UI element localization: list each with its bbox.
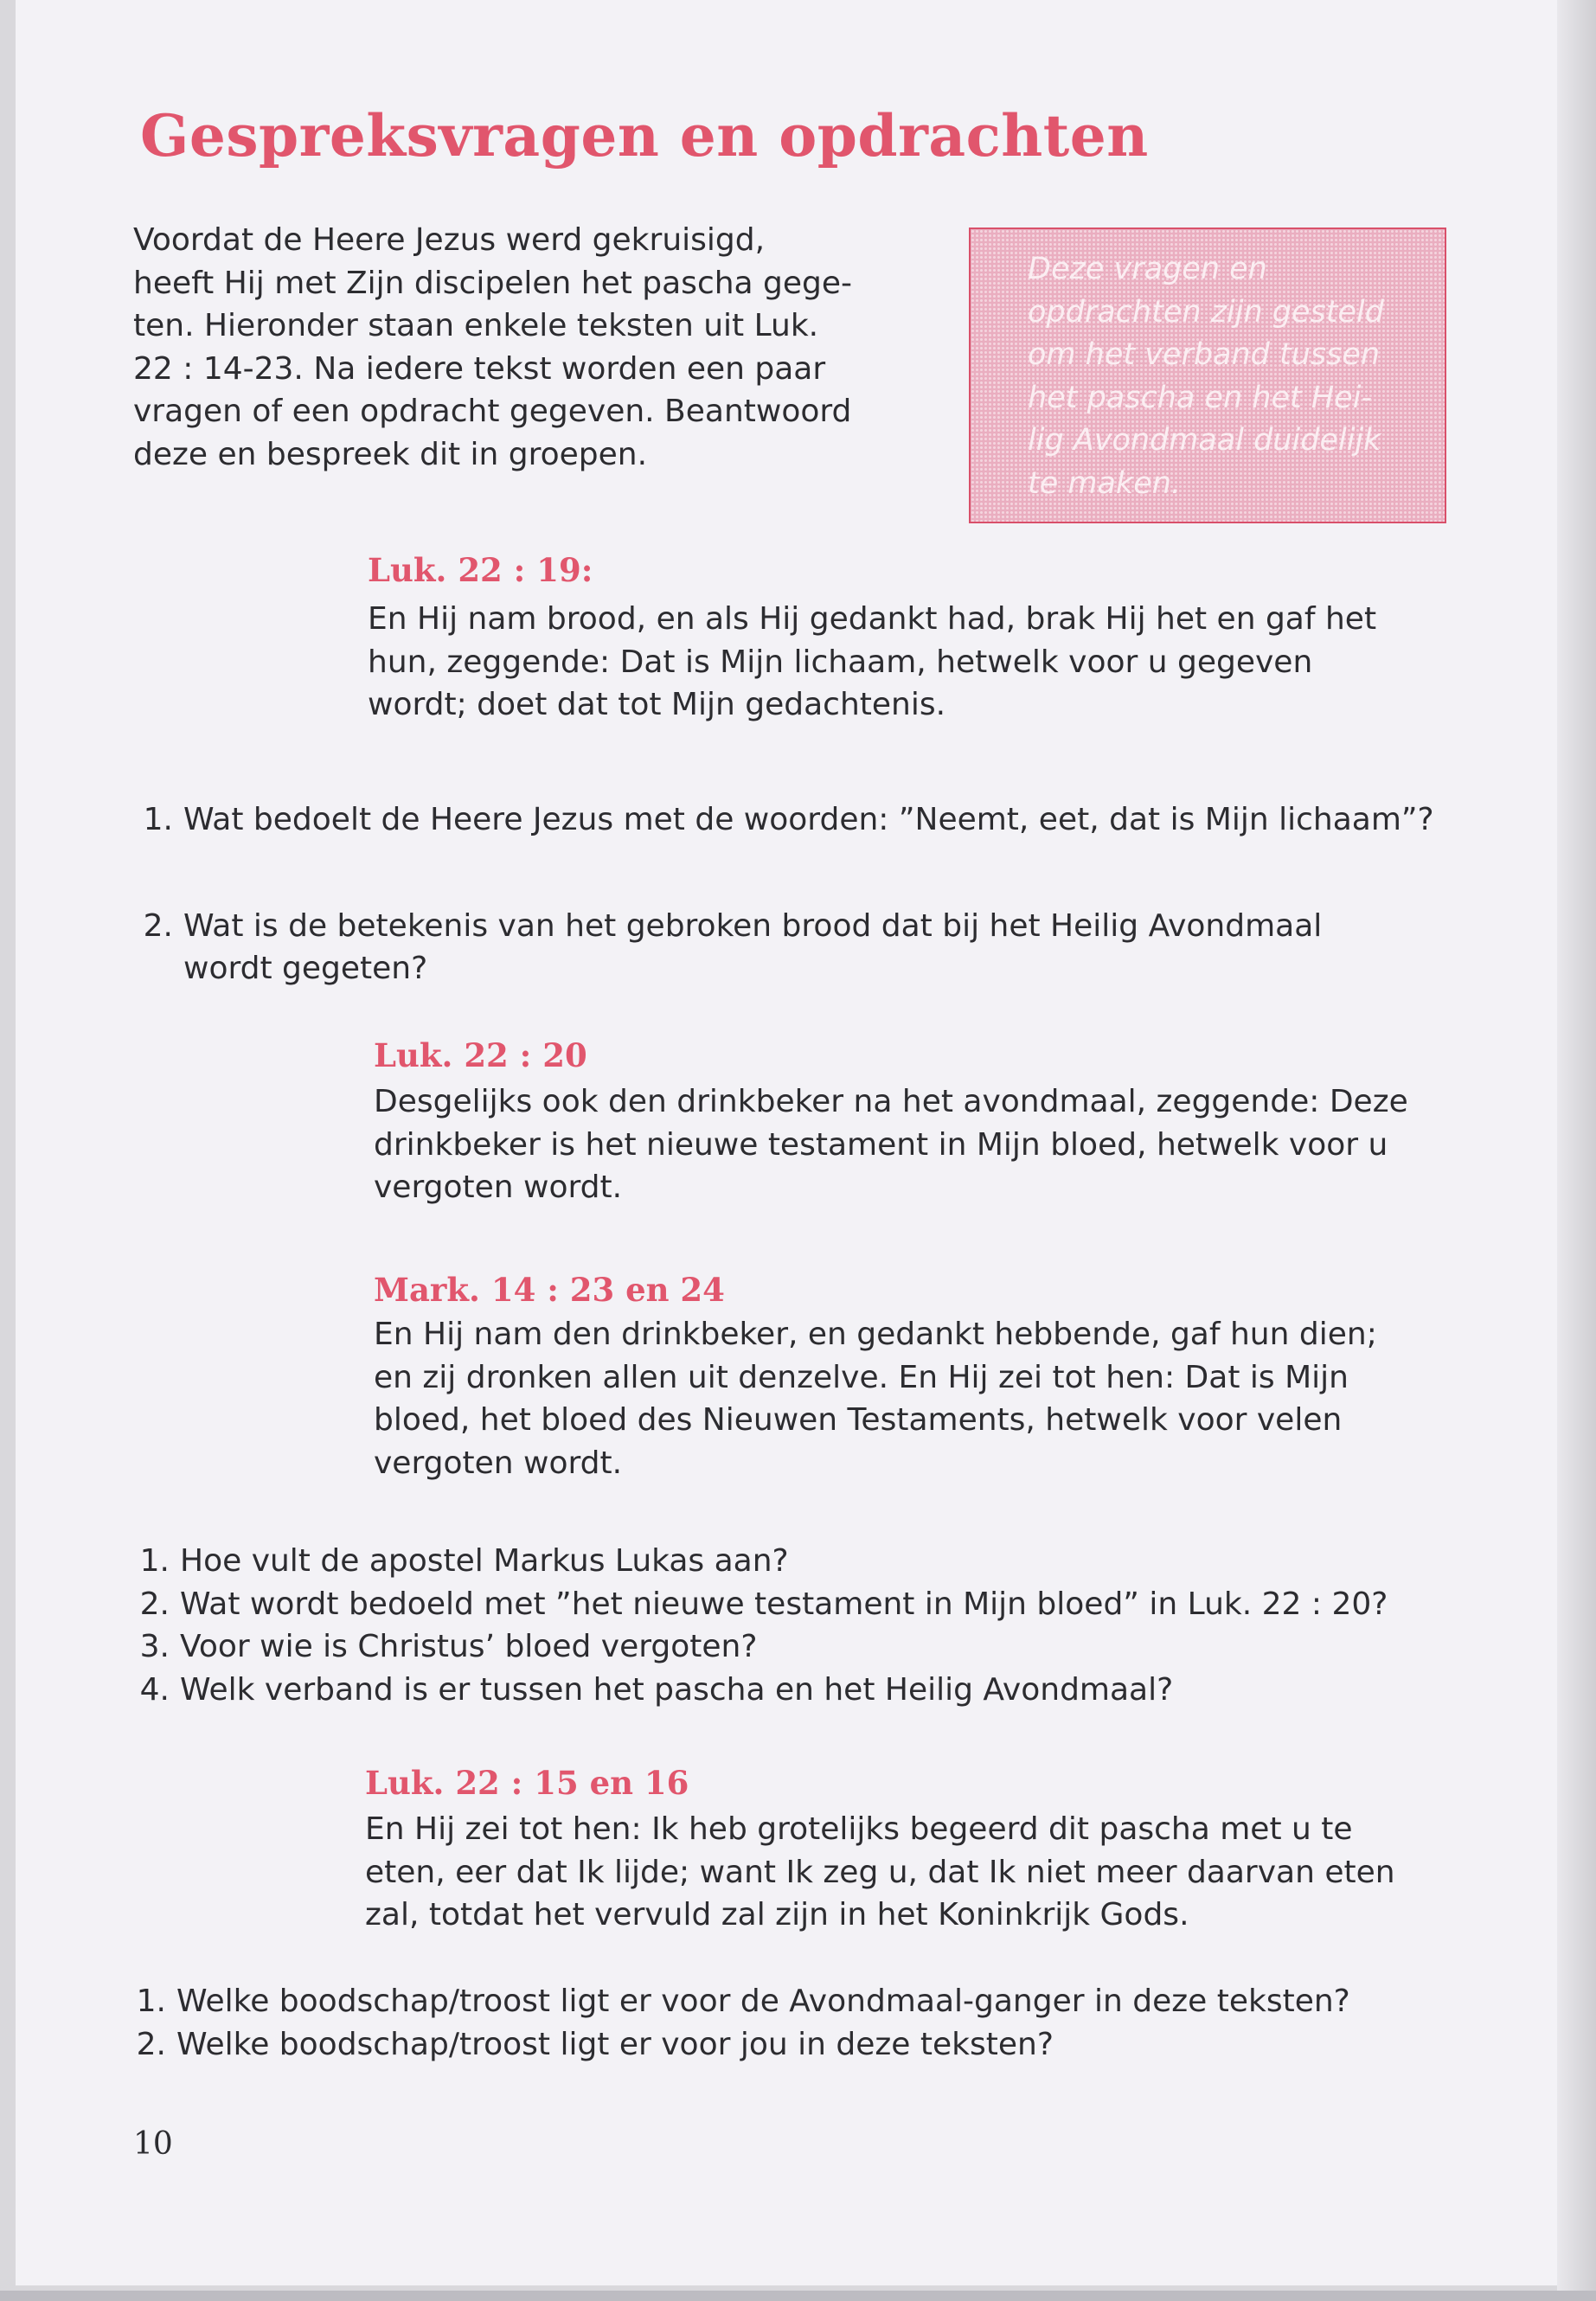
note-line: het pascha en het Hei- — [1028, 380, 1373, 415]
question-item — [143, 905, 1434, 990]
question-item — [136, 1980, 1350, 2023]
question-number: 3. — [139, 1629, 170, 1665]
scripture-verse — [374, 1080, 1408, 1209]
verse-line: En Hij nam den drinkbeker, en gedankt hebbende, gaf hun dien; — [374, 1317, 1377, 1352]
question-item — [139, 1540, 1388, 1583]
verse-line: vergoten wordt. — [374, 1445, 623, 1481]
verse-line: bloed, het bloed des Nieuwen Testaments, hetwelk voor velen — [374, 1402, 1343, 1439]
intro-line: vragen of een opdracht gegeven. Beantwoord — [133, 394, 852, 430]
note-box — [969, 228, 1446, 523]
verse-line: En Hij zei tot hen: Ik heb grotelijks begeerd dit pascha met u te — [365, 1811, 1353, 1847]
intro-line: 22 : 14-23. Na iedere tekst worden een paar — [133, 350, 826, 387]
scripture-reference: Luk. 22 : 15 en 16 — [365, 1764, 689, 1802]
verse-line: drinkbeker is het nieuwe testament in Mijn bloed, hetwelk voor u — [374, 1126, 1388, 1163]
verse-line: En Hij nam brood, en als Hij gedankt had, brak Hij het en gaf het — [368, 601, 1377, 637]
question-item — [136, 2023, 1350, 2067]
scripture-verse — [368, 598, 1376, 727]
verse-line: vergoten wordt. — [374, 1170, 623, 1206]
verse-line: hun, zeggende: Dat is Mijn lichaam, hetwelk voor u gegeven — [368, 644, 1313, 680]
scripture-verse — [374, 1313, 1377, 1484]
verse-line: Desgelijks ook den drinkbeker na het avondmaal, zeggende: Deze — [374, 1084, 1408, 1119]
note-line: om het verband tussen — [1028, 337, 1381, 373]
question-number: 4. — [139, 1671, 170, 1708]
question-list — [143, 798, 1434, 990]
question-text: Hoe vult de apostel Markus Lukas aan? — [180, 1543, 789, 1579]
question-item — [139, 1669, 1388, 1712]
question-number: 2. — [136, 2026, 166, 2062]
note-line: Deze vragen en — [1028, 252, 1267, 286]
note-line: lig Avondmaal duidelijk — [1028, 423, 1381, 458]
question-item — [139, 1583, 1388, 1626]
intro-paragraph — [133, 219, 894, 477]
question-number: 2. — [143, 907, 173, 944]
intro-line: ten. Hieronder staan enkele teksten uit Luk. — [133, 308, 819, 344]
note-line: te maken. — [1028, 465, 1182, 501]
scripture-verse — [365, 1808, 1395, 1937]
intro-line: heeft Hij met Zijn discipelen het pascha gege- — [133, 265, 853, 301]
question-text-continued: wordt gegeten? — [183, 951, 428, 987]
question-text: Wat bedoelt de Heere Jezus met de woorden: ”Neemt, eet, dat is Mijn lichaam”? — [183, 802, 1434, 837]
question-number: 2. — [139, 1586, 170, 1622]
scripture-reference: Luk. 22 : 19: — [368, 551, 593, 589]
scripture-reference: Mark. 14 : 23 en 24 — [374, 1271, 725, 1309]
question-text: Welke boodschap/troost ligt er voor de Avondmaal-ganger in deze teksten? — [176, 1984, 1350, 2019]
question-number: 1. — [136, 1984, 166, 2019]
intro-line: deze en bespreek dit in groepen. — [133, 436, 648, 472]
scripture-reference: Luk. 22 : 20 — [374, 1036, 587, 1074]
intro-line: Voordat de Heere Jezus werd gekruisigd, — [133, 222, 766, 258]
verse-line: eten, eer dat Ik lijde; want Ik zeg u, dat Ik niet meer daarvan eten — [365, 1854, 1395, 1890]
question-text: Welk verband is er tussen het pascha en het Heilig Avondmaal? — [180, 1671, 1174, 1708]
page-bottom-edge — [0, 2291, 1596, 2301]
page-number: 10 — [133, 2126, 173, 2162]
question-item — [139, 1625, 1388, 1669]
verse-line: en zij dronken allen uit denzelve. En Hij zei tot hen: Dat is Mijn — [374, 1359, 1349, 1395]
question-number: 1. — [139, 1543, 170, 1579]
question-text: Welke boodschap/troost ligt er voor jou in deze teksten? — [176, 2026, 1054, 2062]
question-text: Voor wie is Christus’ bloed vergoten? — [180, 1629, 758, 1665]
question-number: 1. — [143, 802, 173, 837]
verse-line: zal, totdat het vervuld zal zijn in het Koninkrijk Gods. — [365, 1897, 1189, 1933]
page-edge-shadow — [1557, 0, 1596, 2301]
question-list — [139, 1540, 1388, 1711]
question-item — [143, 798, 1434, 842]
question-text: Wat is de betekenis van het gebroken brood dat bij het Heilig Avondmaal — [183, 907, 1323, 944]
question-text: Wat wordt bedoeld met ”het nieuwe testament in Mijn bloed” in Luk. 22 : 20? — [180, 1586, 1388, 1622]
question-list — [136, 1980, 1350, 2066]
verse-line: wordt; doet dat tot Mijn gedachtenis. — [368, 687, 946, 723]
note-line: opdrachten zijn gesteld — [1028, 294, 1384, 330]
page-title: Gespreksvragen en opdrachten — [140, 102, 1149, 170]
